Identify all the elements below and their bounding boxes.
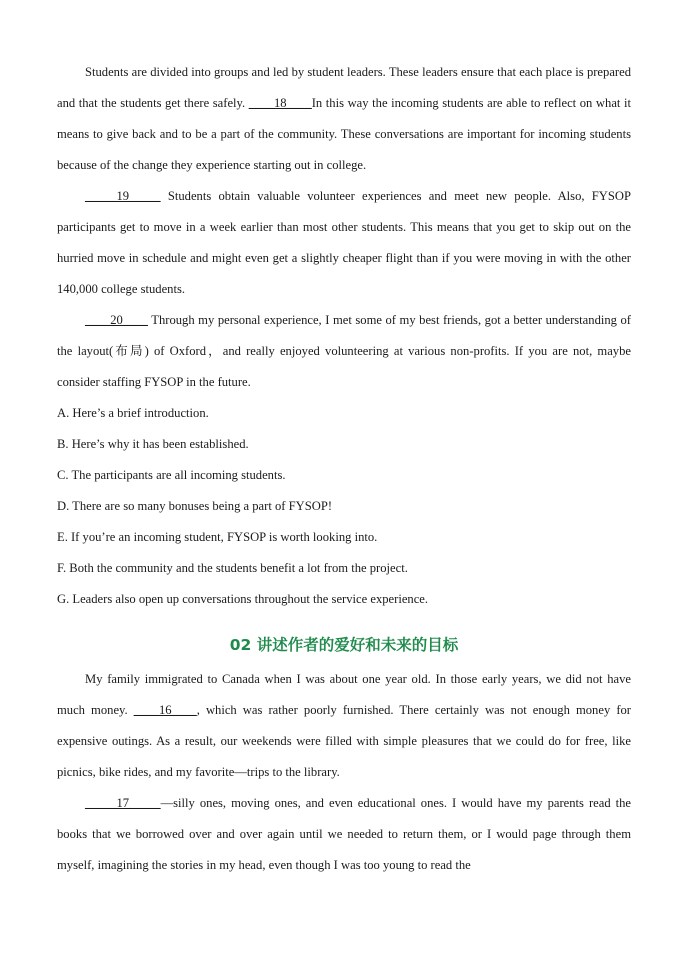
paragraph-text: Through my personal experience, I met some of my best friends, got a better understanding of the layout(布局) of Oxford，and really enjoyed volunteering at various non-profits. If you are not, maybe consider staffing FYSOP in the future. <box>57 313 631 389</box>
option-a: A. Here’s a brief introduction. <box>57 406 209 420</box>
option-d: D. There are so many bonuses being a part of FYSOP! <box>57 499 333 513</box>
options-list <box>57 398 631 615</box>
blank-17[interactable]: _____17_____ <box>85 796 161 810</box>
option-g: G. Leaders also open up conversations throughout the service experience. <box>57 592 429 606</box>
document-page <box>57 57 631 881</box>
paragraph-text: In this way the incoming students are able to reflect on what it means to give back and to be a part of the community. These conversations are important for incoming students because of the change they experience starting out in college. <box>57 96 631 172</box>
paragraph-text: —silly ones, moving ones, and even educational ones. I would have my parents read the books that we borrowed over and over again until we needed to return them, or I would page through them myself, imagining the stories in my head, even though I was too young to read the <box>57 796 631 872</box>
paragraph-text: Students obtain valuable volunteer experiences and meet new people. Also, FYSOP participants get to move in a week earlier than most other students. This means that you get to skip out on the hurried move in schedule and might even get a slightly cheaper flight than if you were moving in with the other 140,000 college students. <box>57 189 631 296</box>
passage1-paragraph-3 <box>57 305 631 398</box>
paragraph-text: My family immigrated to Canada when I was about one year old. In those early years, we did not have much money. <box>57 672 631 717</box>
blank-18[interactable]: ____18____ <box>248 96 312 110</box>
blank-19[interactable]: _____19_____ <box>85 189 161 203</box>
option-c: C. The participants are all incoming students. <box>57 468 286 482</box>
blank-16[interactable]: ____16____ <box>133 703 197 717</box>
passage1-paragraph-2 <box>57 181 631 305</box>
paragraph-text: Students are divided into groups and led by student leaders. These leaders ensure that each place is prepared and that the students get there safely. <box>57 65 631 110</box>
section-title: 02 讲述作者的爱好和未来的目标 <box>229 636 459 654</box>
passage2-paragraph-2 <box>57 788 631 881</box>
paragraph-text: , which was rather poorly furnished. There certainly was not enough money for expensive outings. As a result, our weekends were filled with simple pleasures that we could do for free, like picnics, bike rides, and my favorite—trips to the library. <box>57 703 631 779</box>
option-f: F. Both the community and the students benefit a lot from the project. <box>57 561 408 575</box>
option-e: E. If you’re an incoming student, FYSOP is worth looking into. <box>57 530 378 544</box>
passage1-paragraph-1 <box>57 57 631 181</box>
option-b: B. Here’s why it has been established. <box>57 437 249 451</box>
passage2-paragraph-1 <box>57 664 631 788</box>
blank-20[interactable]: ____20____ <box>85 313 148 327</box>
